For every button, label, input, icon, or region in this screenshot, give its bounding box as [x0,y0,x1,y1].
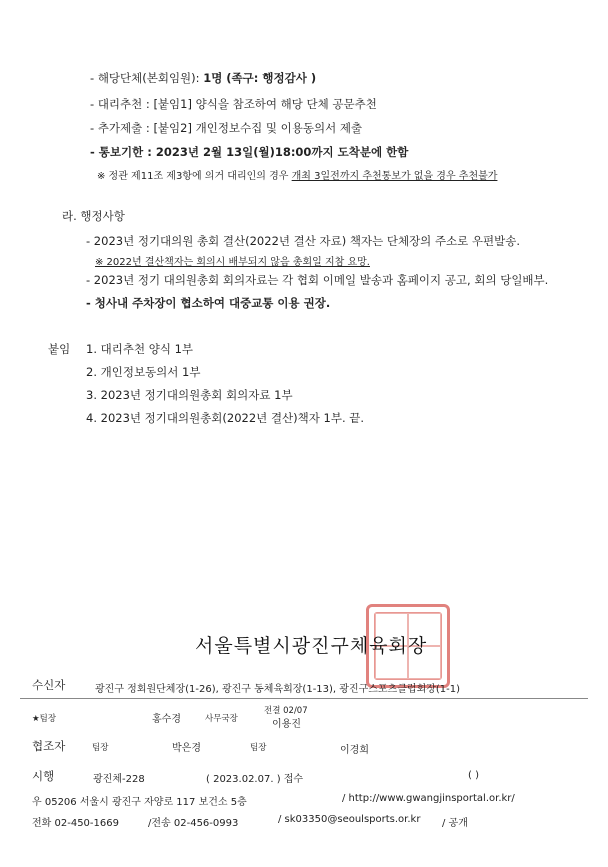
org-title: 서울특별시광진구체육회장 [195,635,428,657]
item-proxy-recommend [90,97,377,111]
fax-number: /전송 02-456-0993 [148,818,239,829]
dash: - [90,121,95,135]
note-bylaws [97,167,497,182]
note-prefix: ※ 정관 제11조 제3항에 의거 대리인의 경우 [97,171,289,182]
enforce-date: ( 2023.02.07. ) 접수 [206,774,304,785]
enforce-number: 광진체-228 [93,774,145,785]
dash: - [90,71,95,85]
approver-name-2: 이용진 [272,719,301,730]
item-deadline [90,145,408,159]
approval-date: 전결 02/07 [264,706,308,716]
item-label: 통보기한 : [98,145,152,159]
approver-role-2: 사무국장 [205,714,238,724]
attachments-label: 붙임 [48,342,71,356]
dash: - [90,97,95,111]
item-value: 1명 (족구: 행정감사 ) [203,71,317,85]
disclosure-status: / 공개 [442,818,468,829]
postal-address: 우 05206 서울시 광진구 자양로 117 보건소 5층 [32,797,247,808]
cooperator-label: 협조자 [32,739,66,753]
item-label: 대리추천 : [97,97,150,111]
item-target-org [90,71,316,85]
attachment-3: 3. 2023년 정기대의원총회 회의자료 1부 [86,388,293,402]
cooperator-role-1: 팀장 [92,743,109,753]
item-value: [붙임1] 양식을 참조하여 해당 단체 공문추천 [153,97,377,111]
approver-role-1: ★팀장 [32,714,57,724]
attachment-4: 4. 2023년 정기대의원총회(2022년 결산)책자 1부. 끝. [86,411,365,425]
note-underlined: 개최 3일전까지 추천통보가 없을 경우 추천불가 [291,171,498,182]
cooperator-name-1: 박은경 [172,743,201,754]
approver-name-1: 홍수경 [152,714,181,725]
website-link[interactable]: / http://www.gwangjinsportal.or.kr/ [342,793,515,804]
item-label: 해당단체(본회임원): [97,71,200,85]
attachment-1: 1. 대리추천 양식 1부 [86,342,194,356]
recipient-label: 수신자 [32,678,66,692]
cooperator-name-2: 이경희 [340,745,369,756]
admin-item-2: - 2023년 정기 대의원총회 회의자료는 각 협회 이메일 발송과 홈페이지 공고, 회의 당일배부. [86,273,549,287]
divider [20,698,588,699]
dash: - [90,145,95,159]
item-label: 추가제출 : [97,121,150,135]
enforce-label: 시행 [32,769,55,783]
section-heading-ra: 라. 행정사항 [62,209,125,223]
item-value: [붙임2] 개인정보수집 및 이용동의서 제출 [153,121,363,135]
cooperator-role-2: 팀장 [250,743,267,753]
item-additional-submission [90,121,362,135]
recipient-value: 광진구 정회원단체장(1-26), 광진구 동체육회장(1-13), 광진구스포츠클럽회장(1-1) [95,684,461,695]
admin-item-1: - 2023년 정기대의원 총회 결산(2022년 결산 자료) 책자는 단체장의 주소로 우편발송. [86,234,521,248]
phone-number: 전화 02-450-1669 [32,818,119,829]
attachment-2: 2. 개인정보동의서 1부 [86,365,201,379]
admin-note: ※ 2022년 결산책자는 회의시 배부되지 않음 총회일 지참 요망. [95,257,370,268]
email-address[interactable]: / sk03350@seoulsports.or.kr [278,814,421,825]
receive-paren: ( ) [468,770,479,781]
admin-item-3: - 청사내 주차장이 협소하여 대중교통 이용 권장. [86,296,331,310]
item-value: 2023년 2월 13일(월)18:00까지 도착분에 한함 [155,145,409,159]
